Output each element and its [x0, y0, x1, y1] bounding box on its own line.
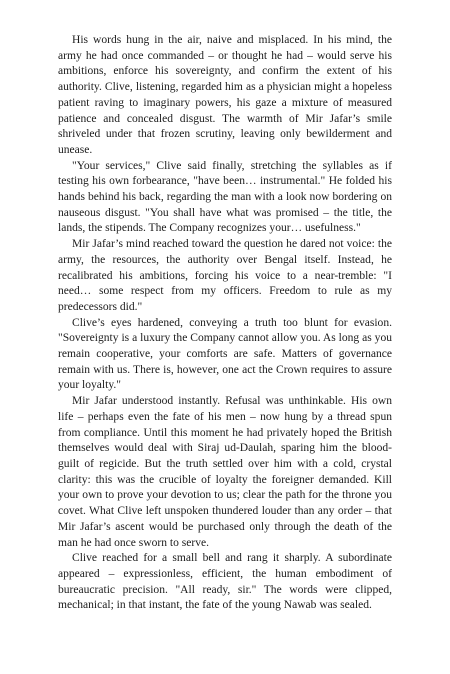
paragraph-4: Clive’s eyes hardened, conveying a truth too blunt for evasion. "Sovereignty is a luxury the Company cannot allow you. As long as you remain cooperative, your comforts are safe. Matters of governance remain with us. There is, however, one act the Crown requires to assure your loyalty." [58, 316, 392, 392]
page-body [58, 33, 392, 614]
paragraph-1: His words hung in the air, naive and misplaced. In his mind, the army he had once commanded – or thought he had – would serve his ambitions, enforce his sovereignty, and confirm the extent of his authority. Clive, listening, regarded him as a physician might a hopeless patient raving to imaginary powers, his gaze a mixture of measured patience and concealed disgust. The warmth of Mir Jafar’s smile shriveled under that frozen scrutiny, leaving only bewilderment and unease. [58, 34, 392, 156]
paragraph-2: "Your services," Clive said finally, stretching the syllables as if testing his own forbearance, "have been… instrumental." He folded his hands behind his back, regarding the man with a look now bordering on nauseous disgust. "You shall have what was promised – the title, the lands, the stipends. The Company recognizes your… usefulness." [58, 159, 392, 235]
paragraph-3: Mir Jafar’s mind reached toward the question he dared not voice: the army, the resources, the authority over Bengal itself. Instead, he recalibrated his ambitions, forcing his voice to a near-tremble: "I need… some respect from my officers. Freedom to rule as my predecessors did." [58, 238, 392, 313]
paragraph-6: Clive reached for a small bell and rang it sharply. A subordinate appeared – expressionless, efficient, the human embodiment of bureaucratic precision. "All ready, sir." The words were clipped, mechanical; in that instant, the fate of the young Nawab was sealed. [58, 552, 392, 612]
paragraph-5: Mir Jafar understood instantly. Refusal was unthinkable. His own life – perhaps even the fate of his men – now hung by a thread spun from compliance. Until this moment he had privately hoped the British themselves would deal with Siraj ud-Daulah, sparing him the blood-guilt of regicide. But the truth settled over him with a cold, crystal clarity: this was the crucible of loyalty the foreigner demanded. Kill your own to prove your devotion to us; clear the path for the throne you covet. What Clive left unspoken thundered louder than any order – that Mir Jafar’s ascent would be purchased only through the death of the man he had once sworn to serve. [58, 395, 392, 549]
